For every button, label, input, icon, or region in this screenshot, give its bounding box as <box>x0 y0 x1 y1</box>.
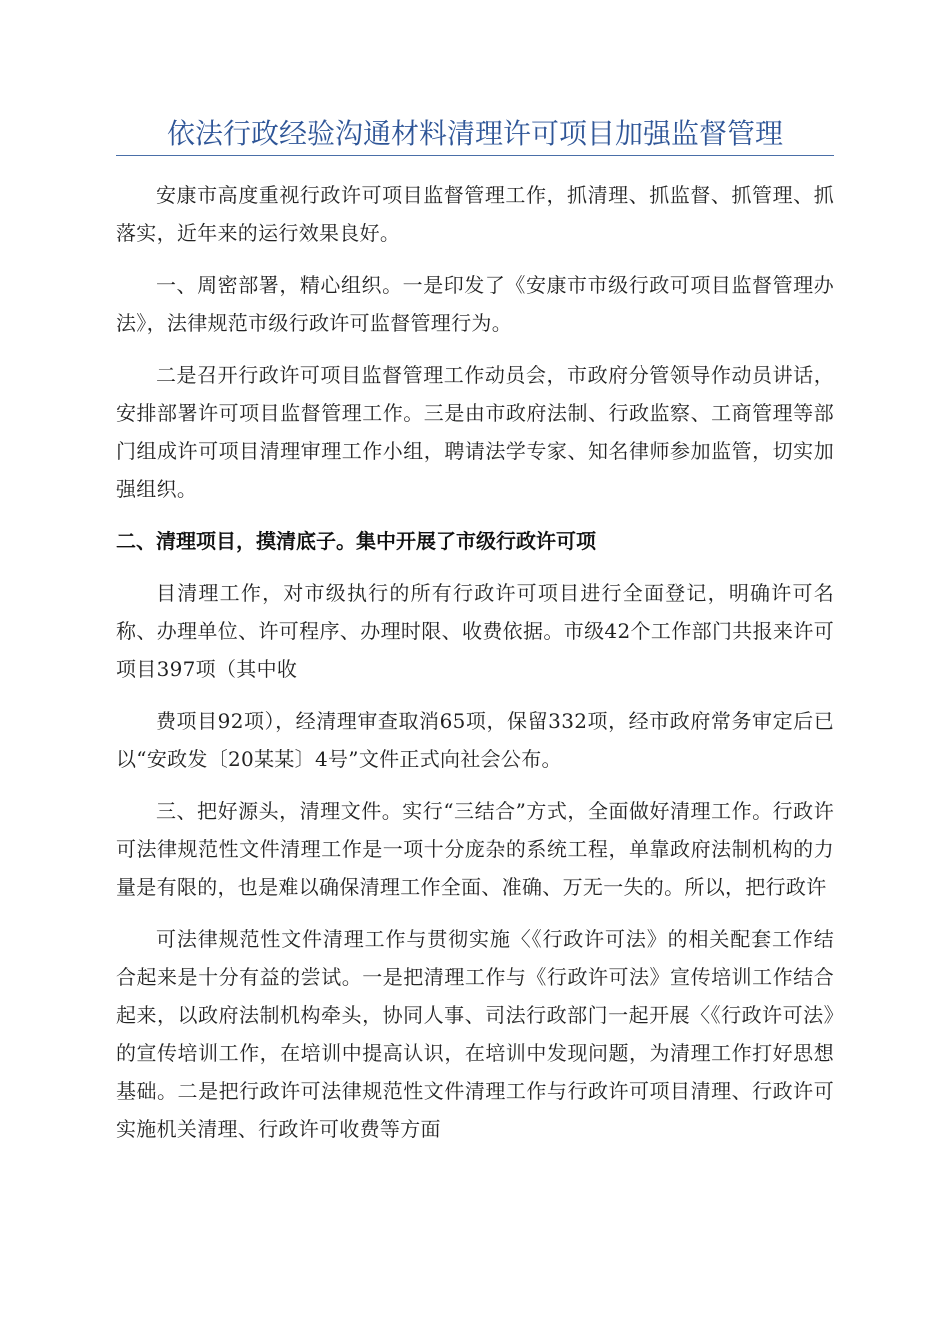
document-title: 依法行政经验沟通材料清理许可项目加强监督管理 <box>166 117 783 150</box>
paragraph-section-1: 一、周密部署，精心组织。一是印发了《安康市市级行政可项目监督管理办法》，法律规范市级行政许可监督管理行为。 <box>116 273 834 335</box>
paragraph-intro: 安康市高度重视行政许可项目监督管理工作，抓清理、抓监督、抓管理、抓落实，近年来的运行效果良好。 <box>116 183 834 245</box>
paragraph-section-2: 目清理工作，对市级执行的所有行政许可项目进行全面登记，明确许可名称、办理单位、许可程序、办理时限、收费依据。市级42个工作部门共报来许可项目397项（其中收 <box>116 581 834 681</box>
paragraph-section-1-cont: 二是召开行政许可项目监督管理工作动员会，市政府分管领导作动员讲话，安排部署许可项目监督管理工作。三是由市政府法制、行政监察、工商管理等部门组成许可项目清理审理工作小组，聘请法学专家、知名律师参加监管，切实加强组织。 <box>116 363 834 501</box>
document-body <box>116 176 834 1162</box>
title-underline <box>116 155 834 156</box>
paragraph-section-3-cont: 可法律规范性文件清理工作与贯彻实施〈《行政许可法》的相关配套工作结合起来是十分有益的尝试。一是把清理工作与《行政许可法》宣传培训工作结合起来，以政府法制机构牵头，协同人事、司法行政部门一起开展〈《行政许可法》的宣传培训工作，在培训中提高认识，在培训中发现问题，为清理工作打好思想基础。二是把行政许可法律规范性文件清理工作与行政许可项目清理、行政许可实施机关清理、行政许可收费等方面 <box>116 927 834 1141</box>
section-heading-2: 二、清理项目，摸清底子。集中开展了市级行政许可项 <box>116 529 596 553</box>
paragraph-section-2-cont: 费项目92项），经清理审查取消65项，保留332项，经市政府常务审定后已以“安政发〔20某某〕4号”文件正式向社会公布。 <box>116 709 834 771</box>
paragraph-section-3: 三、把好源头，清理文件。实行“三结合”方式，全面做好清理工作。行政许可法律规范性文件清理工作是一项十分庞杂的系统工程，单靠政府法制机构的力量是有限的，也是难以确保清理工作全面、准确、万无一失的。所以，把行政许 <box>116 799 834 899</box>
